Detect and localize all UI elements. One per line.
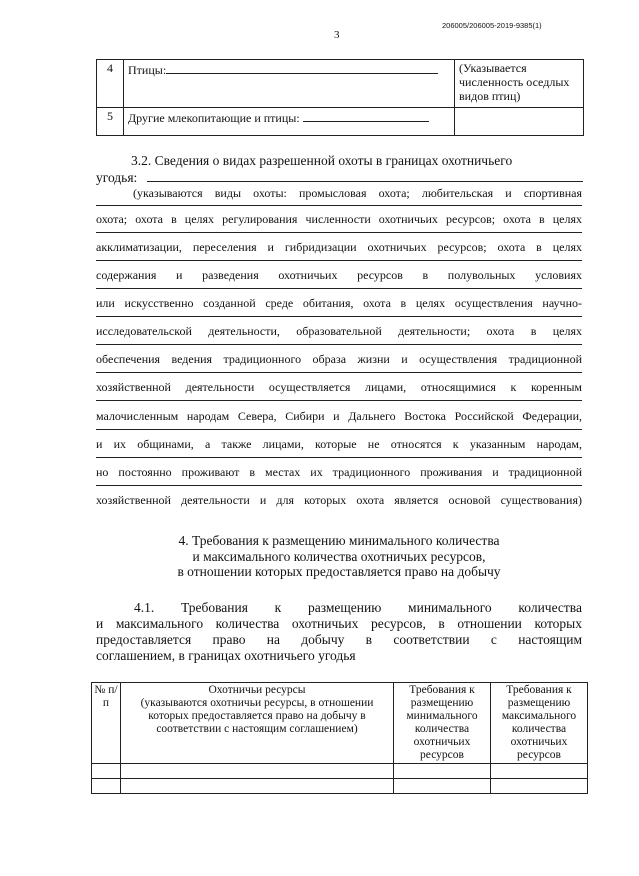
section-3-2-heading-cont: угодья: (96, 170, 138, 185)
text-line: хозяйственной деятельности и для которых охота является основой существования) (96, 493, 582, 507)
table-cell[interactable] (92, 764, 121, 779)
paragraph-4-1 (96, 600, 582, 664)
table-row (97, 60, 584, 108)
heading-line: 4. Требования к размещению минимального количества (178, 533, 500, 548)
header-resources (121, 683, 394, 764)
header-resources-note: (указываются охотничьи ресурсы, в отношении которых предоставляется право на добычу в соответствии с настоящим соглашением) (140, 697, 374, 735)
fill-line (96, 260, 582, 261)
fill-line (96, 457, 582, 458)
text-line: охота; охота в целях регулирования численности охотничьих ресурсов; охота в целях (96, 212, 582, 226)
header-resources-title: Охотничьи ресурсы (208, 684, 306, 696)
row-label: Другие млекопитающие и птицы: (128, 111, 300, 125)
header-min: Требования к размещению минимального количества охотничьих ресурсов (394, 683, 491, 764)
heading-line: в отношении которых предоставляется право на добычу (177, 564, 501, 579)
row-note (455, 108, 584, 136)
header-max: Требования к размещению максимального количества охотничьих ресурсов (491, 683, 588, 764)
text-line: акклиматизации, переселения и гибридизации охотничьих ресурсов; охота в целях (96, 240, 582, 254)
table-cell[interactable] (394, 764, 491, 779)
fill-line (96, 232, 582, 233)
fill-line (147, 181, 583, 182)
fill-line (96, 372, 582, 373)
text-line: или искусственно созданной среде обитания, охота в целях осуществления научно- (96, 296, 582, 310)
fill-line (166, 61, 438, 74)
text-line: (указываются виды охоты: промысловая охота; любительская и спортивная (133, 186, 582, 200)
paragraph-line: 4.1. Требования к размещению минимального количества (134, 600, 582, 615)
text-line: исследовательской деятельности, образовательной деятельности; охота в целях (96, 324, 582, 338)
table-row (97, 108, 584, 136)
section-3-2-heading: 3.2. Сведения о видах разрешенной охоты в границах охотничьего (131, 153, 513, 168)
row-label-cell (124, 60, 455, 108)
page-number: 3 (334, 29, 340, 41)
document-id: 206005/206005-2019-9385(1) (442, 21, 542, 30)
paragraph-line: и максимального количества охотничьих ресурсов, в отношении которых (96, 616, 582, 631)
fill-line (96, 485, 582, 486)
animals-table (96, 59, 584, 136)
fill-line (96, 400, 582, 401)
table-row (92, 779, 588, 794)
fill-line (96, 205, 582, 206)
paragraph-line: соглашением, в границах охотничьего угодья (96, 648, 356, 663)
table-cell[interactable] (491, 779, 588, 794)
text-line: но постоянно проживают в местах их традиционного проживания и традиционной (96, 465, 582, 479)
row-label-cell (124, 108, 455, 136)
table-cell[interactable] (121, 779, 394, 794)
fill-line (96, 288, 582, 289)
text-line: обеспечения ведения традиционного образа жизни и осуществления традиционной (96, 352, 582, 366)
fill-line (96, 429, 582, 430)
table-header-row (92, 683, 588, 764)
table-cell[interactable] (394, 779, 491, 794)
row-note: (Указывается численность оседлых видов птиц) (455, 60, 584, 108)
header-num: № п/п (92, 683, 121, 764)
row-label: Птицы: (128, 63, 167, 77)
row-number: 5 (97, 108, 124, 136)
table-cell[interactable] (92, 779, 121, 794)
fill-line (303, 109, 429, 122)
fill-line (96, 316, 582, 317)
text-line: хозяйственной деятельности осуществляется лицами, относящимися к коренным (96, 380, 582, 394)
table-cell[interactable] (491, 764, 588, 779)
text-line: и их общинами, а также лицами, которые не относятся к указанным народам, (96, 437, 582, 451)
requirements-table (91, 682, 588, 794)
table-cell[interactable] (121, 764, 394, 779)
text-line: малочисленным народам Севера, Сибири и Дальнего Востока Российской Федерации, (96, 409, 582, 423)
fill-line (96, 344, 582, 345)
row-number: 4 (97, 60, 124, 108)
table-row (92, 764, 588, 779)
section-4-heading (96, 533, 582, 580)
paragraph-line: предоставляется право на добычу в соответствии с настоящим (96, 632, 582, 647)
heading-line: и максимального количества охотничьих ресурсов, (192, 548, 486, 564)
text-line: содержания и разведения охотничьих ресурсов в полувольных условиях (96, 268, 582, 282)
